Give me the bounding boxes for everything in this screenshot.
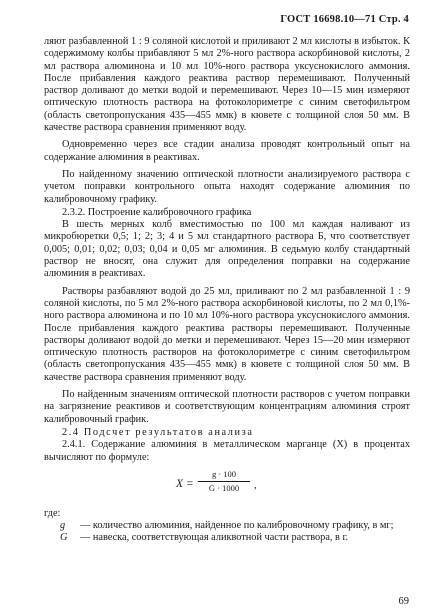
section-heading-2-4: 2.4 Подсчет результатов анализа <box>62 426 254 438</box>
formula-comma: , <box>254 479 257 491</box>
definition-G <box>44 532 410 544</box>
formula-numerator: g · 100 <box>211 468 237 479</box>
definition-g <box>44 520 410 532</box>
paragraph-found-value: По найденному значению оптической плотности анализируемого раствора с учетом поправки контрольного опыта находят содержание алюминия по калибровочному графику. <box>44 168 410 205</box>
formula-denominator: G · 1000 <box>208 482 240 493</box>
formula-lhs: X = <box>176 477 194 490</box>
paragraph-2-4-1: 2.4.1. Содержание алюминия в металлическом марганце (X) в процентах вычисляют по формуле: <box>44 439 410 463</box>
page-number: 69 <box>398 595 409 607</box>
paragraph-dilute-solutions: Растворы разбавляют водой до 25 мл, приливают по 2 мл разбавленной 1 : 9 соляной кислоты, по 5 мл 2%-ного раствора аскорбиновой кислоты, по 2 мл 0,1%-ного раствора алюминона и по 10 мл 10%-ного раствора уксуснокислого аммония. После прибавления каждого реактива растворы перемешивают. Полученные растворы доливают водой до метки и перемешивают. Через 15—20 мин измеряют оптическую плотность растворов на фотоколориметре с синим светофильтром (область светопропускания 435—455 ммк) в кювете с толщиной слоя 50 мм. В качестве раствора сравнения применяют воду. <box>44 285 410 383</box>
where-label: где: <box>44 507 61 519</box>
formula <box>44 468 410 502</box>
page-header: ГОСТ 16698.10—71 Стр. 4 <box>280 14 409 25</box>
formula-fraction <box>198 469 250 494</box>
definition-symbol: g <box>60 520 66 532</box>
definition-text: — навеска, соответствующая аликвотной части раствора, в г. <box>80 532 349 544</box>
definition-text: — количество алюминия, найденное по калибровочному графику, в мг; <box>80 520 394 532</box>
paragraph-control-test: Одновременно через все стадии анализа проводят контрольный опыт на содержание алюминия в реактивах. <box>44 139 410 163</box>
paragraph-continuation: ляют разбавленной 1 : 9 соляной кислотой и приливают 2 мл кислоты в избыток. К содержимому колбы прибавляют 5 мл 2%-ного раствора аскорбиновой кислоты, 2 мл раствора алюминона и 10 мл 10%-ного раствора уксуснокислого аммония. После прибавления каждого реактива раствор перемешивают. Полученный раствор доливают до метки водой и перемешивают. Через 10—15 мин измеряют оптическую плотность раствора на фотоколориметре с синим светофильтром (область светопропускания 435—455 ммк) в кювете с толщиной слоя 50 мм. В качестве раствора сравнения применяют воду. <box>44 36 410 134</box>
section-heading-2-3-2: 2.3.2. Построение калибровочного графика <box>62 206 252 218</box>
paragraph-calibration-graph: По найденным значениям оптической плотности растворов с учетом поправки на загрязнение реактивов и соответствующим концентрациям алюминия строят калибровочный график. <box>44 389 410 425</box>
definition-symbol: G <box>60 532 68 544</box>
page-content <box>44 36 410 545</box>
paragraph-six-flasks: В шесть мерных колб вместимостью по 100 мл каждая наливают из микробюретки 0,5; 1; 2; 3; 4 и 5 мл стандартного раствора Б, что соответствует 0,005; 0,01; 0,02; 0,03; 0,04 и 0,05 мг алюминия. В седьмую колбу стандартный раствор не вносят, она служит для определения поправки на содержание алюминия в реактивах. <box>44 219 410 280</box>
fraction-bar <box>198 481 250 482</box>
